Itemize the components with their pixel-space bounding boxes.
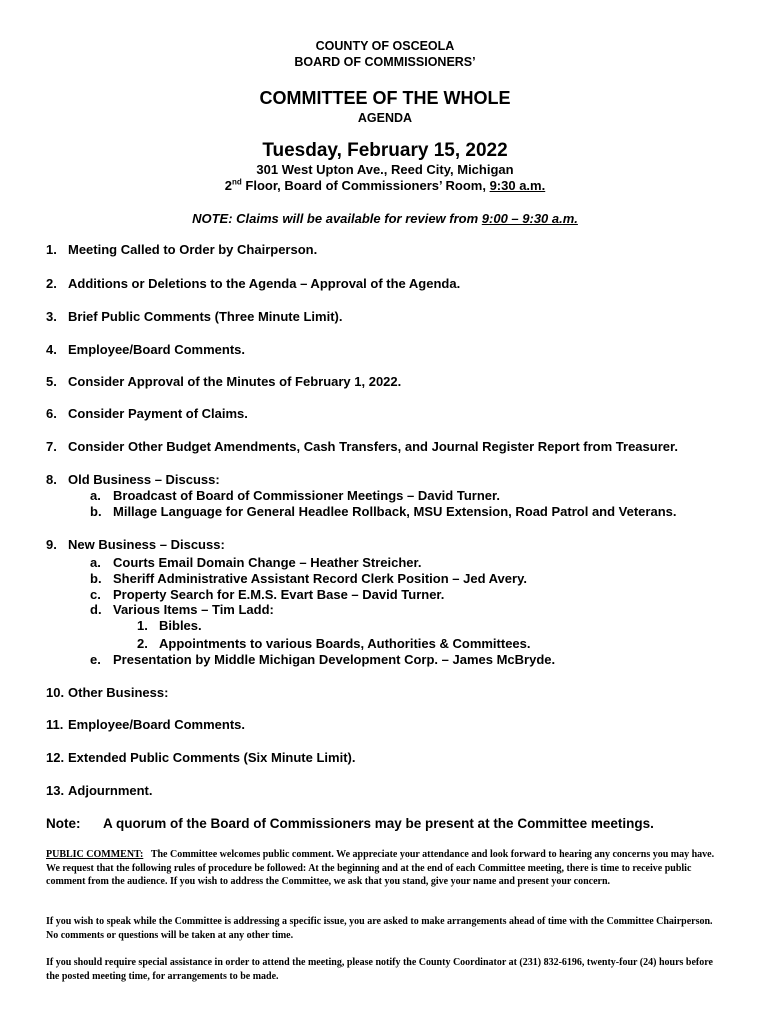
item-number: 3.: [46, 309, 57, 324]
item-text: New Business – Discuss:: [68, 537, 225, 552]
subitem-text: Sheriff Administrative Assistant Record Clerk Position – Jed Avery.: [113, 571, 527, 586]
agenda-subitem-9b: [90, 571, 527, 587]
item-text: Brief Public Comments (Three Minute Limit).: [68, 309, 343, 324]
agenda-item-3: [46, 309, 342, 325]
subitem-letter: b.: [90, 504, 102, 519]
subitem-text: Various Items – Tim Ladd:: [113, 602, 274, 617]
item-text: Consider Payment of Claims.: [68, 406, 248, 421]
item-number: 11.: [46, 717, 64, 732]
item-text: Consider Other Budget Amendments, Cash Transfers, and Journal Register Report from Treasurer.: [68, 439, 678, 454]
subitem-text: Presentation by Middle Michigan Development Corp. – James McBryde.: [113, 652, 556, 667]
subsubitem-text: Bibles.: [159, 618, 202, 633]
subitem-letter: c.: [90, 587, 101, 602]
quorum-note-text: A quorum of the Board of Commissioners may be present at the Committee meetings.: [103, 816, 654, 831]
agenda-item-9: [46, 537, 225, 553]
agenda-subitem-8b: [90, 504, 676, 520]
item-number: 12.: [46, 750, 65, 765]
agenda-item-8: [46, 472, 220, 488]
claims-note-text: NOTE: Claims will be available for review from: [192, 211, 482, 226]
agenda-item-11: [46, 717, 245, 733]
meeting-time: 9:30 a.m.: [489, 178, 546, 193]
subsubitem-number: 1.: [137, 618, 148, 633]
agenda-item-13: [46, 783, 153, 799]
item-text: Old Business – Discuss:: [68, 472, 220, 487]
agenda-item-10: [46, 685, 168, 701]
item-number: 9.: [46, 537, 57, 552]
subitem-letter: e.: [90, 652, 101, 667]
item-number: 1.: [46, 242, 57, 257]
meeting-location: [0, 177, 770, 194]
claims-note-time: 9:00 – 9:30 a.m.: [481, 211, 578, 226]
item-text: Employee/Board Comments.: [68, 717, 245, 732]
agenda-subitem-9d: [90, 602, 274, 618]
item-number: 6.: [46, 406, 57, 421]
quorum-note: [46, 816, 654, 832]
subsubitem-text: Appointments to various Boards, Authorities & Committees.: [159, 636, 531, 651]
quorum-note-label: Note:: [46, 816, 81, 831]
floor-room: Floor, Board of Commissioners’ Room,: [241, 178, 490, 193]
speaking-arrangements-paragraph: If you wish to speak while the Committee is addressing a specific issue, you are asked to make arrangements ahead of time with the Committee Chairperson. No comments or questions will be taken at any other time.: [46, 916, 713, 941]
meeting-title: COMMITTEE OF THE WHOLE: [259, 88, 511, 108]
item-text: Meeting Called to Order by Chairperson.: [68, 242, 318, 257]
item-text: Adjournment.: [68, 783, 153, 798]
agenda-subsubitem-9d2: [137, 636, 531, 652]
subitem-letter: a.: [90, 488, 101, 503]
subitem-text: Millage Language for General Headlee Rollback, MSU Extension, Road Patrol and Veterans.: [113, 504, 677, 519]
subitem-letter: a.: [90, 555, 101, 570]
agenda-item-4: [46, 342, 245, 358]
floor-number: 2: [224, 178, 233, 193]
meeting-date: Tuesday, February 15, 2022: [262, 140, 508, 161]
item-number: 2.: [46, 276, 57, 291]
agenda-item-2: [46, 276, 460, 292]
item-number: 10.: [46, 685, 65, 700]
subitem-letter: d.: [90, 602, 102, 617]
board-name: BOARD OF COMMISSIONERS’: [294, 55, 476, 69]
agenda-subitem-8a: [90, 488, 500, 504]
item-number: 13.: [46, 783, 65, 798]
agenda-item-6: [46, 406, 248, 422]
agenda-label: AGENDA: [357, 111, 413, 125]
item-number: 7.: [46, 439, 57, 454]
agenda-item-1: [46, 242, 317, 258]
special-assistance-paragraph: If you should require special assistance in order to attend the meeting, please notify the County Coordinator at (231) 832-6196, twenty-four (24) hours before the posted meeting time, for arrangements to be made.: [46, 957, 713, 982]
agenda-item-12: [46, 750, 355, 766]
subitem-letter: b.: [90, 571, 102, 586]
county-name: COUNTY OF OSCEOLA: [315, 39, 455, 53]
subitem-text: Courts Email Domain Change – Heather Streicher.: [113, 555, 422, 570]
public-comment-text: The Committee welcomes public comment. We appreciate your attendance and look forward to hearing any concerns you may have. We request that the following rules of procedure be followed: At the beginning and at the end of each Committee meeting, there is time to receive public comment from the audience. If you wish to address the Committee, we ask that you stand, give your name and present your concern.: [46, 849, 715, 887]
item-number: 4.: [46, 342, 57, 357]
item-text: Employee/Board Comments.: [68, 342, 245, 357]
item-text: Other Business:: [68, 685, 169, 700]
item-number: 8.: [46, 472, 57, 487]
item-text: Additions or Deletions to the Agenda – Approval of the Agenda.: [68, 276, 461, 291]
floor-suffix: nd: [232, 177, 242, 187]
agenda-item-7: [46, 439, 678, 455]
subsubitem-number: 2.: [137, 636, 148, 651]
agenda-subitem-9c: [90, 587, 444, 603]
subitem-text: Property Search for E.M.S. Evart Base – David Turner.: [113, 587, 445, 602]
claims-note: [0, 210, 770, 227]
agenda-subitem-9a: [90, 555, 421, 571]
public-comment-paragraph: [46, 848, 724, 889]
subitem-text: Broadcast of Board of Commissioner Meetings – David Turner.: [113, 488, 500, 503]
item-number: 5.: [46, 374, 57, 389]
agenda-subitem-9e: [90, 652, 555, 668]
public-comment-label: PUBLIC COMMENT:: [46, 849, 144, 860]
agenda-subsubitem-9d1: [137, 618, 202, 634]
meeting-address: 301 West Upton Ave., Reed City, Michigan: [256, 162, 514, 177]
item-text: Consider Approval of the Minutes of February 1, 2022.: [68, 374, 402, 389]
agenda-item-5: [46, 374, 401, 390]
item-text: Extended Public Comments (Six Minute Limit).: [68, 750, 356, 765]
